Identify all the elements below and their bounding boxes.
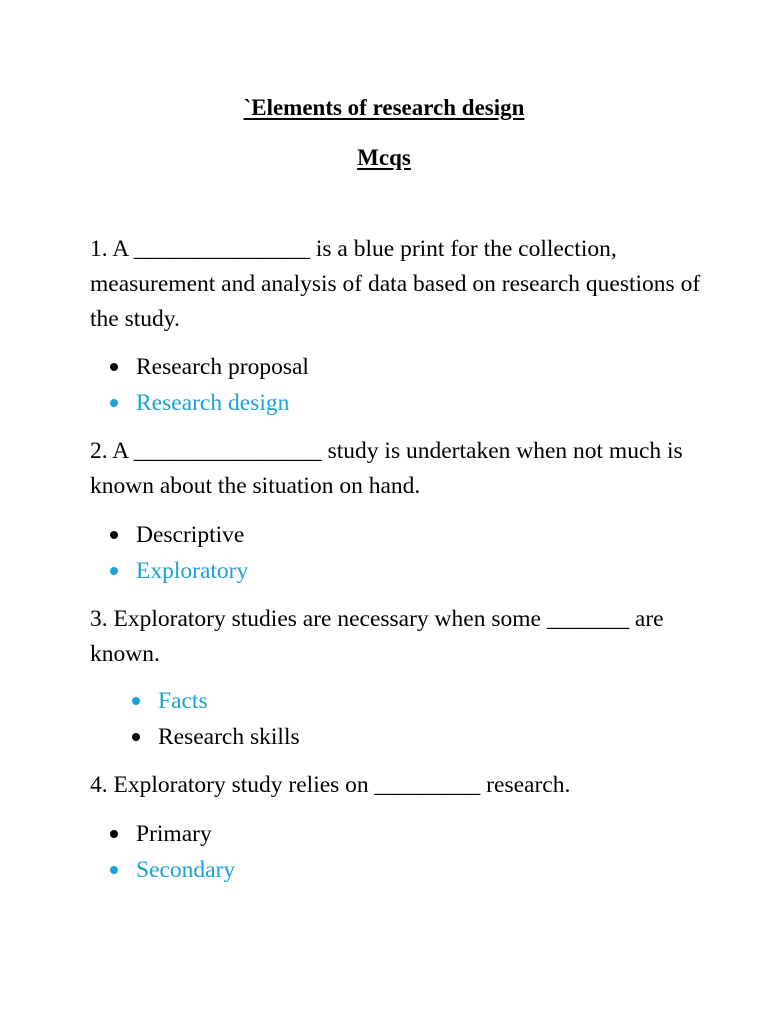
option-label: Descriptive bbox=[136, 522, 245, 548]
option-label: Research design bbox=[136, 390, 290, 416]
option-label: Research proposal bbox=[136, 354, 309, 380]
option-item bbox=[132, 719, 300, 755]
bullet-icon bbox=[110, 531, 118, 539]
bullet-icon bbox=[110, 830, 118, 838]
question-3-options bbox=[132, 683, 300, 755]
question-1-options bbox=[110, 349, 309, 421]
option-item bbox=[110, 349, 309, 385]
document-subtitle: Mcqs bbox=[357, 145, 411, 170]
bullet-icon bbox=[110, 363, 118, 371]
question-2-text: 2. A ________________ study is undertaken when not much is known about the situation on hand. bbox=[90, 438, 683, 499]
option-label: Research skills bbox=[158, 724, 300, 750]
option-item bbox=[110, 816, 235, 852]
option-item-correct bbox=[110, 385, 309, 421]
bullet-icon bbox=[132, 733, 140, 741]
option-item-correct bbox=[110, 852, 235, 888]
option-label: Primary bbox=[136, 821, 212, 847]
document-title: `Elements of research design bbox=[243, 95, 525, 120]
option-label: Exploratory bbox=[136, 558, 249, 584]
question-1-text: 1. A _______________ is a blue print for the collection, measurement and analysis of data based on research questions of the study. bbox=[90, 236, 701, 332]
question-2-options bbox=[110, 517, 248, 589]
bullet-icon bbox=[110, 567, 118, 575]
bullet-icon bbox=[132, 697, 140, 705]
question-3-text: 3. Exploratory studies are necessary when some _______ are known. bbox=[90, 606, 664, 667]
option-item-correct bbox=[110, 553, 248, 589]
option-label: Facts bbox=[158, 688, 208, 714]
option-item-correct bbox=[132, 683, 300, 719]
bullet-icon bbox=[110, 866, 118, 874]
question-4-options bbox=[110, 816, 235, 888]
option-item bbox=[110, 517, 248, 553]
bullet-icon bbox=[110, 399, 118, 407]
option-label: Secondary bbox=[136, 857, 236, 883]
question-4-text: 4. Exploratory study relies on _________ research. bbox=[90, 772, 571, 798]
